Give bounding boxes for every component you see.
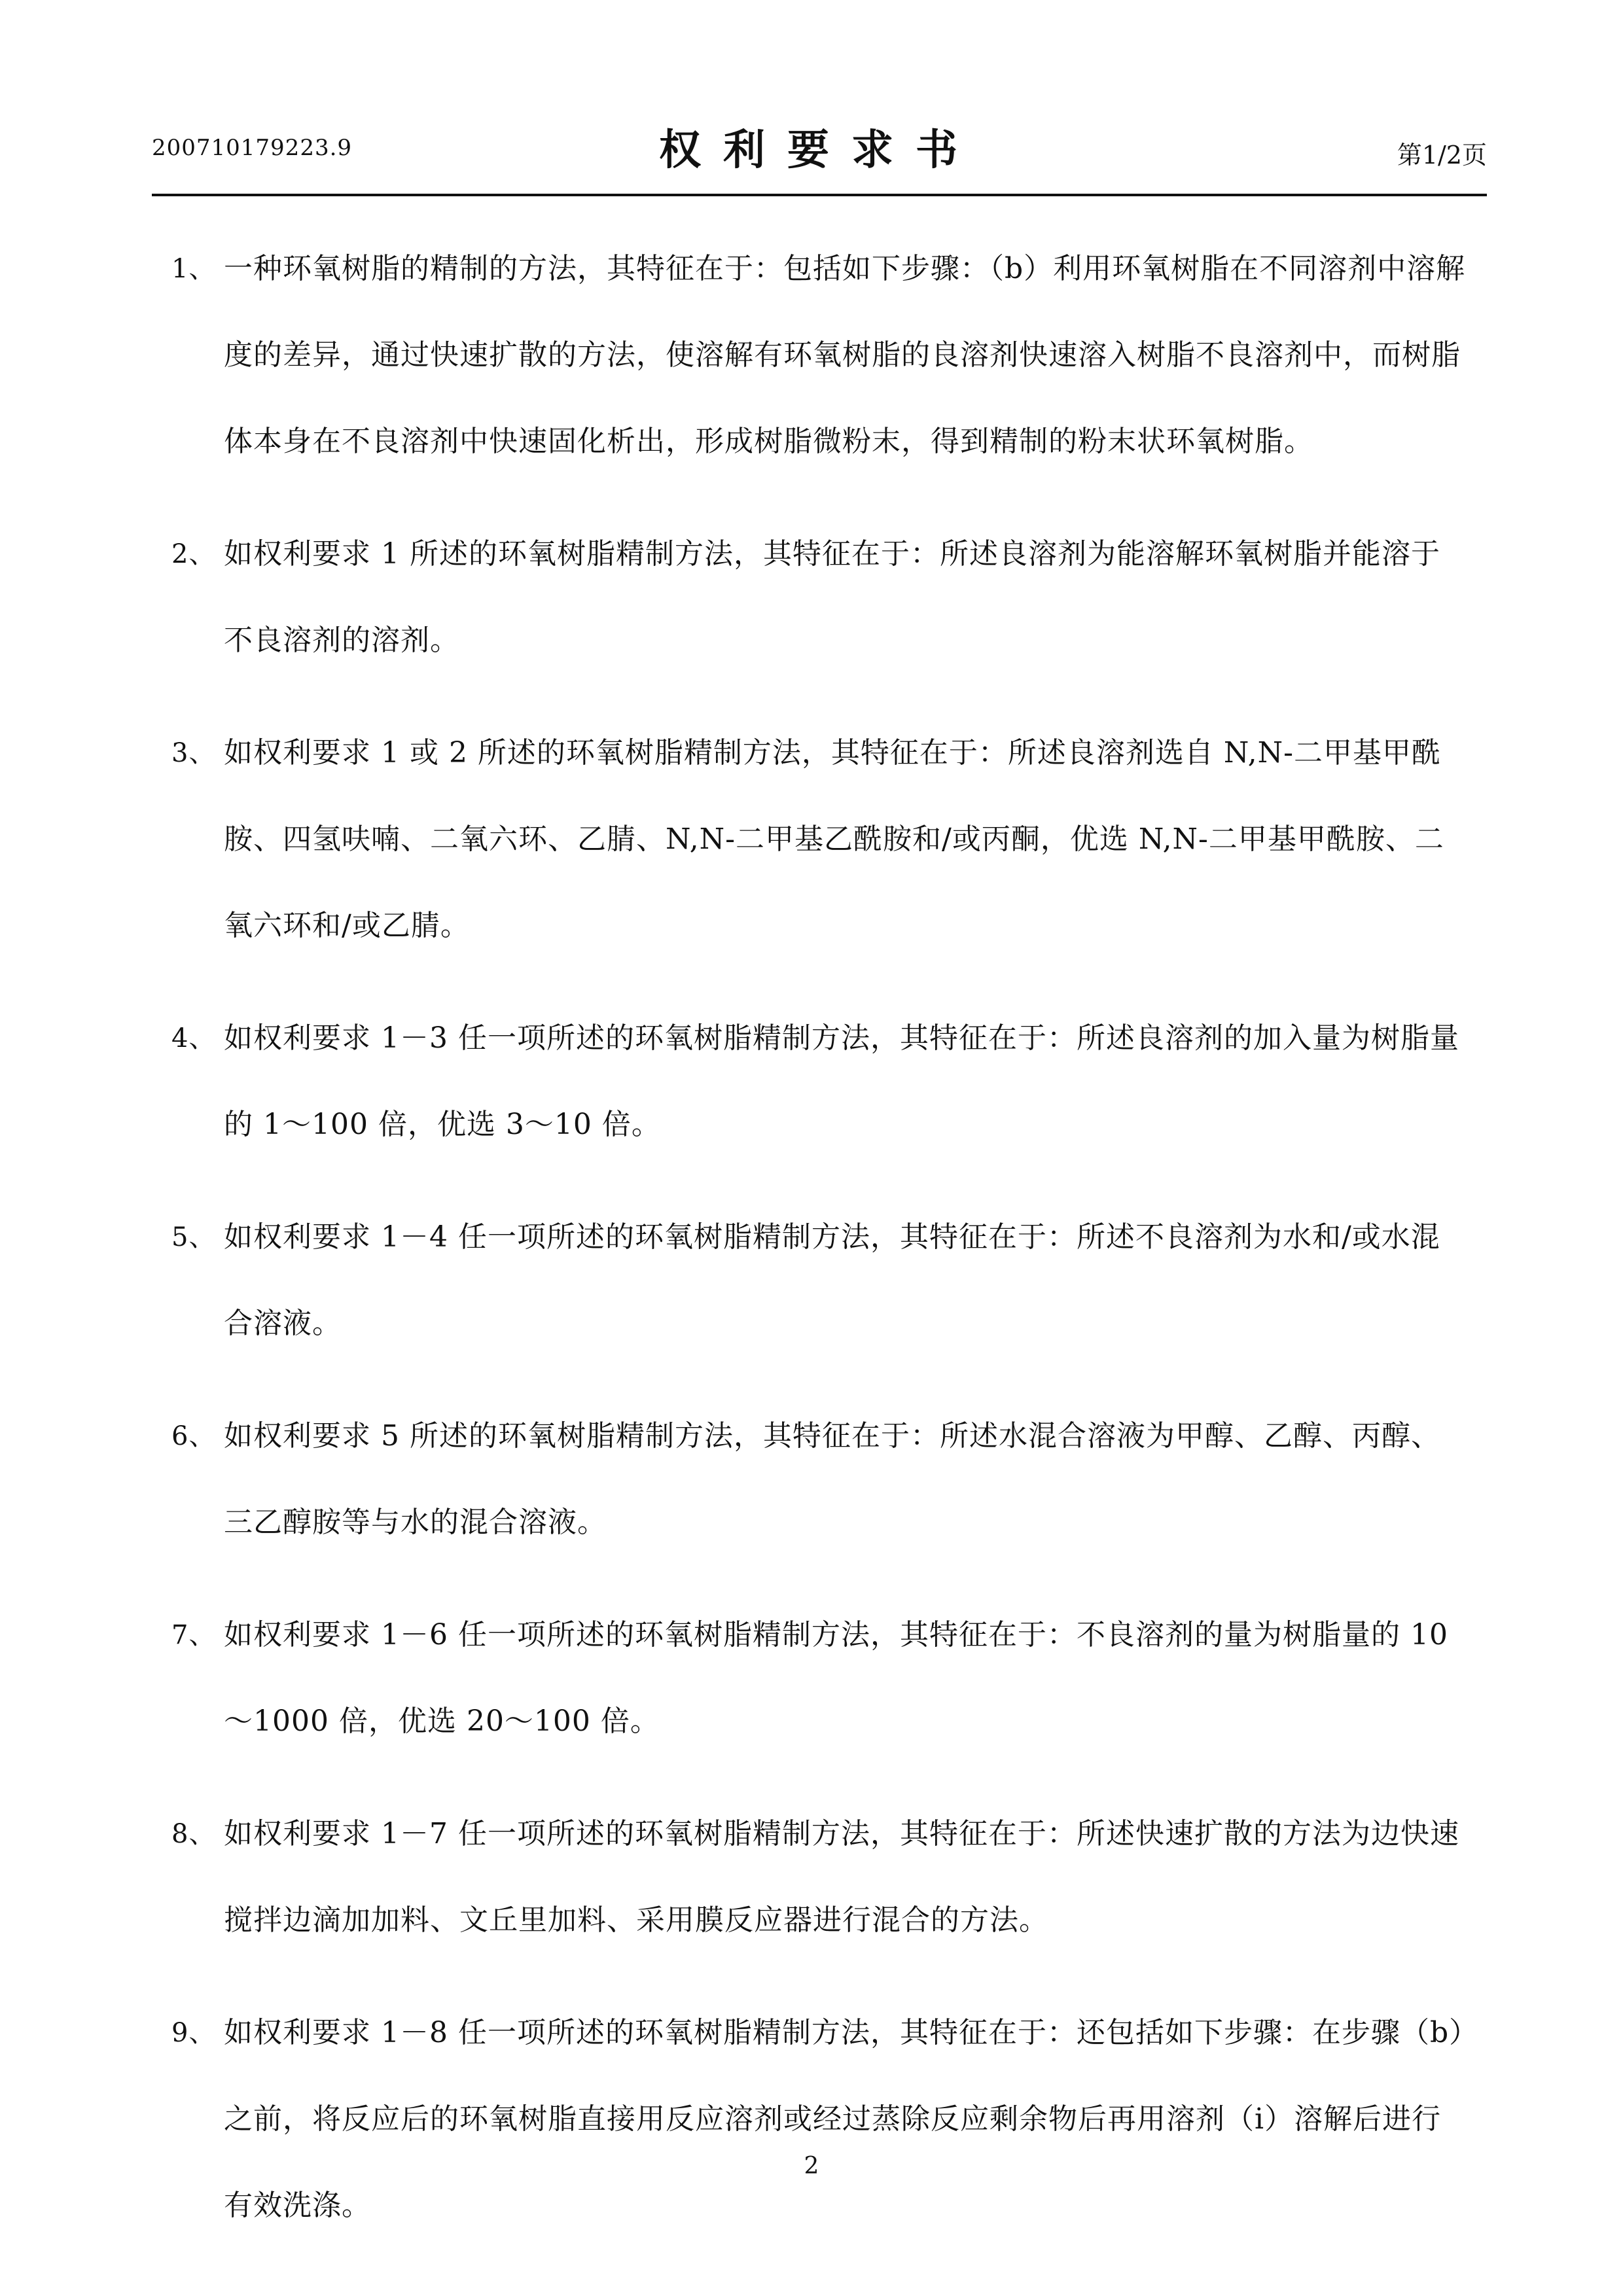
- claim-number: 1、: [171, 254, 216, 284]
- page-label: 第1/2页: [1397, 141, 1487, 169]
- page-header: [152, 110, 1487, 202]
- claim-item: [171, 710, 1467, 969]
- claim-text: 一种环氧树脂的精制的方法，其特征在于：包括如下步骤：（b）利用环氧树脂在不同溶剂中溶解度的差异，通过快速扩散的方法，使溶解有环氧树脂的良溶剂快速溶入树脂不良溶剂中，而树脂体本身在不良溶剂中快速固化析出，形成树脂微粉末，得到精制的粉末状环氧树脂。: [224, 252, 1466, 458]
- claim-item: [171, 995, 1467, 1168]
- claim-item: [171, 1791, 1467, 1964]
- claim-item: [171, 1393, 1467, 1566]
- claim-text: 如权利要求 1－7 任一项所述的环氧树脂精制方法，其特征在于：所述快速扩散的方法为边快速搅拌边滴加加料、文丘里加料、采用膜反应器进行混合的方法。: [224, 1817, 1459, 1937]
- claim-number: 4、: [171, 1023, 216, 1053]
- claim-number: 7、: [171, 1620, 216, 1650]
- claim-text: 如权利要求 1－3 任一项所述的环氧树脂精制方法，其特征在于：所述良溶剂的加入量为树脂量的 1～100 倍，优选 3～10 倍。: [224, 1021, 1459, 1141]
- claim-item: [171, 1592, 1467, 1765]
- claim-number: 8、: [171, 1819, 216, 1849]
- footer-page-number: 2: [804, 2153, 819, 2180]
- claims-list: [171, 226, 1467, 2261]
- claim-number: 2、: [171, 539, 216, 569]
- claim-item: [171, 511, 1467, 684]
- claim-text: 如权利要求 1 所述的环氧树脂精制方法，其特征在于：所述良溶剂为能溶解环氧树脂并能溶于不良溶剂的溶剂。: [224, 537, 1440, 657]
- claim-number: 5、: [171, 1222, 216, 1252]
- claim-text: 如权利要求 1－6 任一项所述的环氧树脂精制方法，其特征在于：不良溶剂的量为树脂量的 10～1000 倍，优选 20～100 倍。: [224, 1618, 1448, 1738]
- claim-text: 如权利要求 1－8 任一项所述的环氧树脂精制方法，其特征在于：还包括如下步骤：在步骤（b）之前，将反应后的环氧树脂直接用反应溶剂或经过蒸除反应剩余物后再用溶剂（i）溶解后进行有效洗涤。: [224, 2016, 1465, 2222]
- document-title: 权利要求书: [659, 126, 980, 175]
- header-divider: [152, 194, 1487, 196]
- claim-number: 3、: [171, 738, 216, 768]
- claim-text: 如权利要求 5 所述的环氧树脂精制方法，其特征在于：所述水混合溶液为甲醇、乙醇、丙醇、三乙醇胺等与水的混合溶液。: [224, 1419, 1440, 1539]
- claim-text: 如权利要求 1 或 2 所述的环氧树脂精制方法，其特征在于：所述良溶剂选自 N,N-二甲基甲酰胺、四氢呋喃、二氧六环、乙腈、N,N-二甲基乙酰胺和/或丙酮，优选 N,N-二甲基甲酰胺、二氧六环和/或乙腈。: [224, 736, 1444, 942]
- claim-number: 9、: [171, 2018, 216, 2048]
- application-number: 200710179223.9: [152, 135, 353, 161]
- claim-item: [171, 226, 1467, 485]
- claim-number: 6、: [171, 1421, 216, 1451]
- claim-text: 如权利要求 1－4 任一项所述的环氧树脂精制方法，其特征在于：所述不良溶剂为水和/或水混合溶液。: [224, 1220, 1440, 1340]
- claim-item: [171, 1990, 1467, 2249]
- claim-item: [171, 1194, 1467, 1367]
